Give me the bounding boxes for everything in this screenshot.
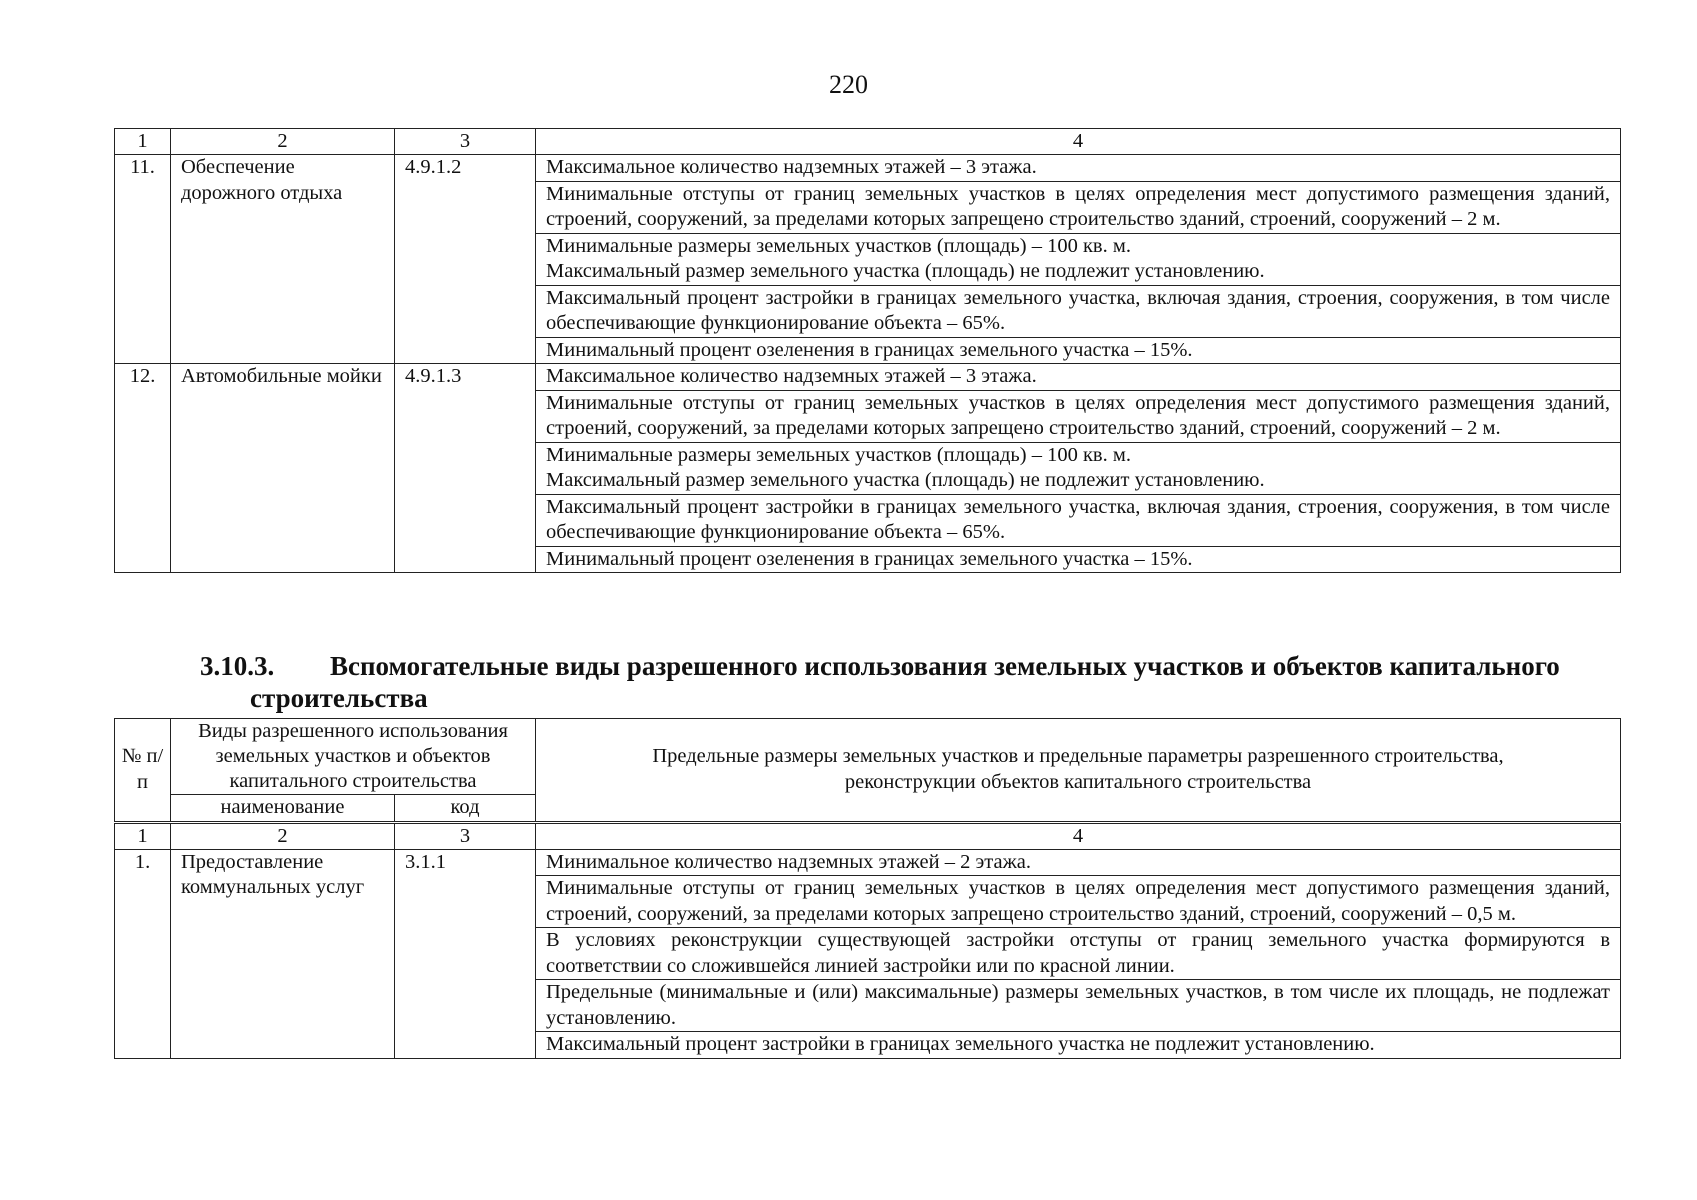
use-code: 4.9.1.3 xyxy=(395,364,536,573)
parameter-cell: Максимальный процент застройки в границах земельного участка не подлежит установлению. xyxy=(536,1032,1621,1059)
column-number-row xyxy=(115,129,1621,155)
zoning-parameters-table xyxy=(114,128,1621,573)
section-title: Вспомогательные виды разрешенного использования земельных участков и объектов капитального xyxy=(330,651,1560,681)
use-name: Обеспечение дорожного отдыха xyxy=(171,155,395,364)
column-number: 1 xyxy=(115,129,171,155)
column-number-row xyxy=(115,822,1621,849)
column-number: 2 xyxy=(171,129,395,155)
row-number: 11. xyxy=(115,155,171,364)
column-header-use-types: Виды разрешенного использования земельных участков и объектов капитального строительства xyxy=(171,719,536,795)
parameter-cell: В условиях реконструкции существующей застройки отступы от границ земельного участка формируются в соответствии со сложившейся линией застройки или по красной линии. xyxy=(536,928,1621,980)
section-number: 3.10.3. xyxy=(200,651,275,681)
use-name: Предоставление коммунальных услуг xyxy=(171,849,395,1058)
row-number: 1. xyxy=(115,849,171,1058)
parameter-cell: Минимальный процент озеленения в границах земельного участка – 15%. xyxy=(536,337,1621,364)
table-row xyxy=(115,155,1621,182)
column-header-name: наименование xyxy=(171,795,395,823)
parameter-cell: Минимальный процент озеленения в границах земельного участка – 15%. xyxy=(536,546,1621,573)
section-heading xyxy=(200,650,1621,714)
use-code: 3.1.1 xyxy=(395,849,536,1058)
auxiliary-uses-table xyxy=(114,718,1621,1059)
use-name: Автомобильные мойки xyxy=(171,364,395,573)
parameter-line: Максимальный размер земельного участка (площадь) не подлежит установлению. xyxy=(546,260,1265,282)
parameter-cell: Минимальные отступы от границ земельных участков в целях определения мест допустимого размещения зданий, строений, сооружений, за пределами которых запрещено строительство зданий, строений, сооружений – 2 м. xyxy=(536,390,1621,442)
parameter-cell: Максимальное количество надземных этажей – 3 этажа. xyxy=(536,155,1621,182)
section-title-continued: строительства xyxy=(250,683,428,713)
parameter-line: Максимальный размер земельного участка (площадь) не подлежит установлению. xyxy=(546,469,1265,491)
header-row xyxy=(115,719,1621,795)
column-number: 3 xyxy=(395,822,536,849)
column-number: 4 xyxy=(536,822,1621,849)
column-header-number: № п/п xyxy=(115,719,171,823)
parameter-cell xyxy=(536,233,1621,285)
parameter-cell xyxy=(536,442,1621,494)
parameter-cell: Минимальные отступы от границ земельных участков в целях определения мест допустимого размещения зданий, строений, сооружений, за пределами которых запрещено строительство зданий, строений, сооружений – 2 м. xyxy=(536,181,1621,233)
page-number: 220 xyxy=(829,70,868,99)
parameter-cell: Минимальные отступы от границ земельных участков в целях определения мест допустимого размещения зданий, строений, сооружений, за пределами которых запрещено строительство зданий, строений, сооружений – 0,5 м. xyxy=(536,876,1621,928)
parameter-line: Минимальные размеры земельных участков (площадь) – 100 кв. м. xyxy=(546,234,1131,257)
parameter-cell: Предельные (минимальные и (или) максимальные) размеры земельных участков, в том числе их площадь, не подлежат установлению. xyxy=(536,980,1621,1032)
column-number: 3 xyxy=(395,129,536,155)
table-row xyxy=(115,849,1621,876)
parameter-cell: Максимальный процент застройки в границах земельного участка, включая здания, строения, сооружения, в том числе обеспечивающие функционирование объекта – 65%. xyxy=(536,494,1621,546)
parameter-line: Минимальные размеры земельных участков (площадь) – 100 кв. м. xyxy=(546,443,1131,466)
table-row xyxy=(115,364,1621,391)
parameter-cell: Максимальное количество надземных этажей – 3 этажа. xyxy=(536,364,1621,391)
parameter-cell: Минимальное количество надземных этажей – 2 этажа. xyxy=(536,849,1621,876)
column-number: 2 xyxy=(171,822,395,849)
column-header-limits: Предельные размеры земельных участков и предельные параметры разрешенного строительства, реконструкции объектов капитального строительства xyxy=(536,719,1621,823)
column-header-code: код xyxy=(395,795,536,823)
use-code: 4.9.1.2 xyxy=(395,155,536,364)
parameter-cell: Максимальный процент застройки в границах земельного участка, включая здания, строения, сооружения, в том числе обеспечивающие функционирование объекта – 65%. xyxy=(536,285,1621,337)
row-number: 12. xyxy=(115,364,171,573)
column-number: 1 xyxy=(115,822,171,849)
column-number: 4 xyxy=(536,129,1621,155)
